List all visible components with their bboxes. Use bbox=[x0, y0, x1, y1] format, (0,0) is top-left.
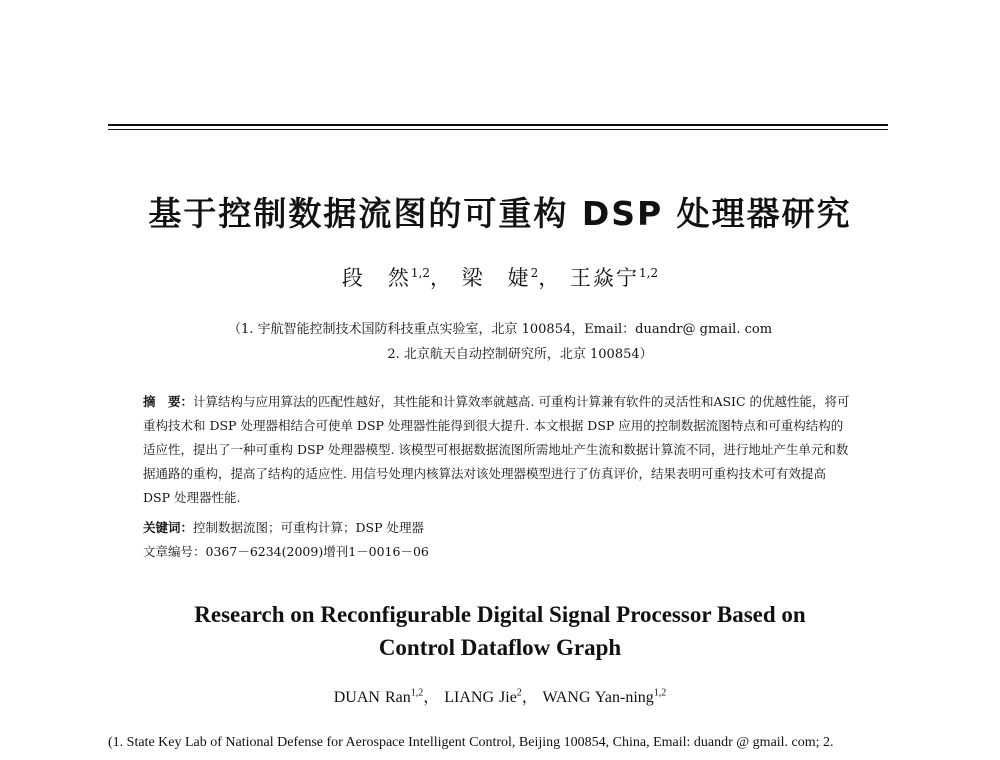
affiliation-line-2: 2. 北京航天自动控制研究所，北京 100854） bbox=[387, 347, 653, 362]
author-separator: ， bbox=[429, 266, 453, 290]
english-affiliation: (1. State Key Lab of National Defense for Aerospace Intelligent Control, Beijing 100854, China, Email: duandr @ gmail. com; 2. bbox=[108, 735, 834, 750]
affiliation-line-1: （1. 宇航智能控制技术国防科技重点实验室，北京 100854，Email：duandr@ gmail. com bbox=[227, 322, 773, 337]
author-affiliation-sup: 1,2 bbox=[410, 266, 430, 280]
keywords-label: 关键词： bbox=[143, 520, 194, 535]
abstract bbox=[143, 390, 853, 510]
english-title-line-1: Research on Reconfigurable Digital Signal Processor Based on bbox=[194, 602, 806, 627]
header-rule-thick bbox=[108, 124, 888, 126]
author-affiliation-sup: 2 bbox=[516, 687, 522, 699]
author-name: 段 然 bbox=[341, 266, 411, 290]
author-name: DUAN Ran bbox=[333, 689, 411, 706]
abstract-text: 计算结构与应用算法的匹配性越好，其性能和计算效率就越高. 可重构计算兼有软件的灵活性和ASIC 的优越性能，将可重构技术和 DSP 处理器相结合可使单 DSP 处理器性能得到很大提升. 本文根据 DSP 应用的控制数据流图特点和可重构结构的适应性，提出了一种可重构 DSP 处理器模型. 该模型可根据数据流图所需地址产生流和数据计算流不同，进行地址产生单元和数据通路的重构，提高了结构的适应性. 用信号处理内核算法对该处理器模型进行了仿真评价，结果表明可重构技术可有效提高 DSP 处理器性能. bbox=[143, 394, 850, 505]
english-authors bbox=[0, 684, 1000, 707]
author-affiliation-sup: 1,2 bbox=[639, 266, 659, 280]
author-separator: ， bbox=[423, 689, 440, 706]
author-affiliation-sup: 1,2 bbox=[653, 687, 667, 699]
author-name: WANG Yan-ning bbox=[542, 689, 654, 706]
article-number bbox=[143, 542, 853, 560]
author-separator: ， bbox=[538, 266, 562, 290]
article-number-text: 0367－6234(2009)增刊1－0016－06 bbox=[205, 544, 429, 559]
author-separator: ， bbox=[521, 689, 538, 706]
english-title-line-2: Control Dataflow Graph bbox=[378, 635, 622, 660]
author-name: 梁 婕 bbox=[461, 266, 531, 290]
english-title bbox=[0, 598, 1000, 664]
article-number-label: 文章编号： bbox=[143, 544, 206, 559]
author-name: LIANG Jie bbox=[444, 689, 517, 706]
keywords-text: 控制数据流图；可重构计算；DSP 处理器 bbox=[193, 520, 424, 535]
author-affiliation-sup: 1,2 bbox=[410, 687, 424, 699]
header-rule-thin bbox=[108, 129, 888, 130]
author-affiliation-sup: 2 bbox=[530, 266, 539, 280]
author-name: 王焱宁 bbox=[570, 266, 639, 290]
chinese-title: 基于控制数据流图的可重构 DSP 处理器研究 bbox=[148, 194, 852, 233]
chinese-authors bbox=[0, 262, 1000, 292]
keywords bbox=[143, 518, 853, 536]
abstract-label: 摘 要： bbox=[143, 394, 194, 409]
